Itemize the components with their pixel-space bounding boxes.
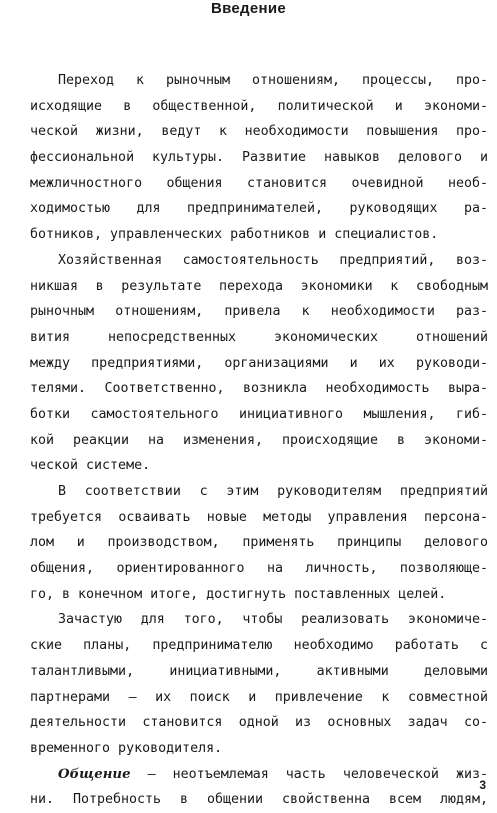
line-text: общения, ориентированного на личность, позволяюще- <box>30 561 488 577</box>
line-text: талантливыми, инициативными, активными деловыми <box>30 663 488 679</box>
defined-term: Общение <box>58 766 131 782</box>
line-text: временного руководителя. <box>30 740 223 756</box>
text-line <box>30 659 488 685</box>
text-line <box>30 299 488 325</box>
text-line <box>30 351 488 377</box>
text-line <box>30 710 488 736</box>
text-line <box>30 274 488 300</box>
text-line <box>30 402 488 428</box>
text-line <box>30 530 488 556</box>
text-line <box>30 685 488 711</box>
line-text: Зачастую для того, чтобы реализовать экономиче- <box>58 612 488 628</box>
page-number: 3 <box>479 778 486 792</box>
text-line <box>30 325 488 351</box>
text-line <box>30 248 488 274</box>
line-text: никшая в результате перехода экономики к свободным <box>30 278 488 294</box>
line-text: партнерами — их поиск и привлечение к совместной <box>30 689 488 705</box>
line-text: ботки самостоятельного инициативного мышления, гиб- <box>30 406 488 422</box>
text-line <box>30 736 488 762</box>
line-text: фессиональной культуры. Развитие навыков делового и <box>30 150 488 166</box>
text-line <box>30 479 488 505</box>
text-line <box>30 222 488 248</box>
text-line <box>30 196 488 222</box>
line-text: между предприятиями, организациями и их руководи- <box>30 355 488 371</box>
line-text: ни. Потребность в общении свойственна всем людям, <box>30 792 488 808</box>
body-text <box>30 68 488 813</box>
line-text: Хозяйственная самостоятельность предприятий, воз- <box>58 252 488 268</box>
line-text: рыночным отношениям, привела к необходимости раз- <box>30 304 488 320</box>
line-text: вития непосредственных экономических отношений <box>30 329 488 345</box>
line-text: кой реакции на изменения, происходящие в экономи- <box>30 432 488 448</box>
line-text: В соответствии с этим руководителям предприятий <box>58 484 488 499</box>
line-text: деятельности становится одной из основных задач со- <box>30 715 488 731</box>
line-text: ходимостью для предпринимателей, руководящих ра- <box>30 201 488 217</box>
text-line <box>30 607 488 633</box>
line-text: лом и производством, применять принципы делового <box>30 535 488 551</box>
text-line <box>30 376 488 402</box>
text-line <box>30 633 488 659</box>
text-line <box>30 119 488 145</box>
text-line <box>30 762 488 788</box>
text-line <box>30 428 488 454</box>
text-line <box>30 94 488 120</box>
text-line <box>30 505 488 531</box>
line-text: требуется осваивать новые методы управления персона- <box>30 509 488 525</box>
line-text: ские планы, предпринимателю необходимо работать с <box>30 638 488 654</box>
text-line <box>30 145 488 171</box>
text-line <box>30 556 488 582</box>
line-text: — неотъемлемая часть человеческой жиз- <box>130 766 488 782</box>
line-text: телями. Соответственно, возникла необходимость выра- <box>30 381 488 397</box>
line-text: ческой системе. <box>30 458 151 474</box>
text-line <box>30 453 488 479</box>
line-text: межличностного общения становится очевидной необ- <box>30 175 488 191</box>
text-line <box>30 582 488 608</box>
chapter-heading: Введение <box>210 0 287 17</box>
text-line <box>30 68 488 94</box>
line-text: го, в конечном итоге, достигнуть поставленных целей. <box>30 586 447 602</box>
text-line <box>30 787 488 813</box>
text-line <box>30 171 488 197</box>
line-text: ческой жизни, ведут к необходимости повышения про- <box>30 124 488 140</box>
line-text: Переход к рыночным отношениям, процессы, про- <box>58 73 488 88</box>
line-text: исходящие в общественной, политической и экономи- <box>30 98 488 114</box>
line-text: ботников, управленческих работников и специалистов. <box>30 227 439 243</box>
